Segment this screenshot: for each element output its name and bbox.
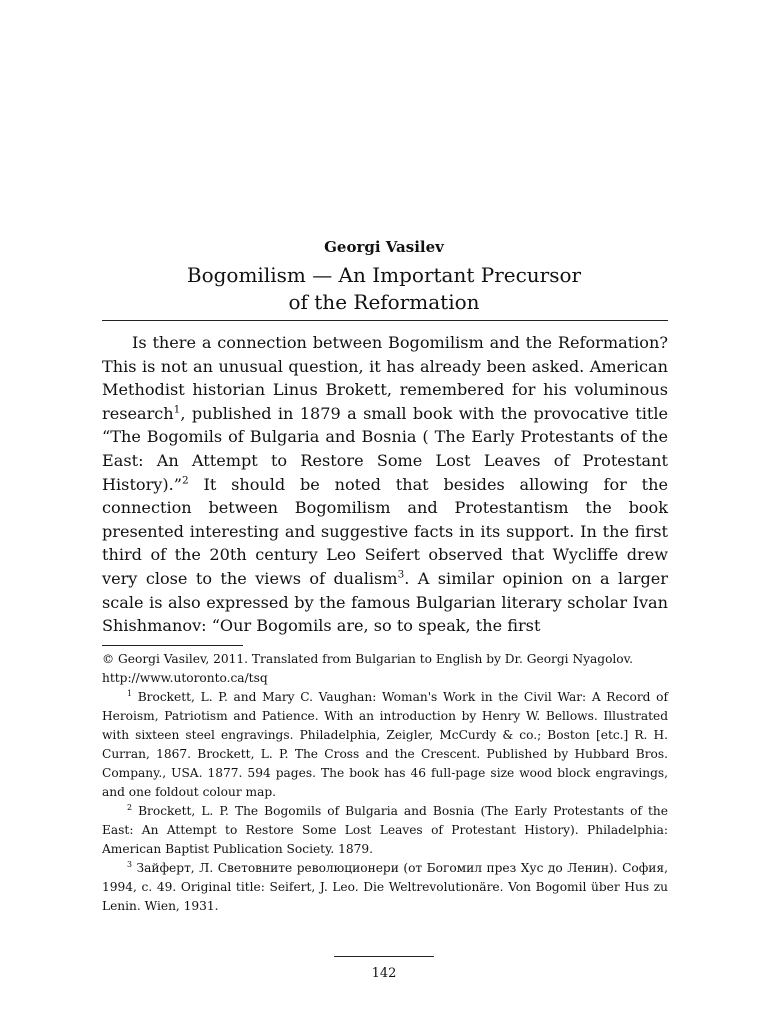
body-text-2: , published in 1879 a small book with the provocative title “The Bogomils of Bulgaria and Bosnia ( The Early Protestants of the East: An Attempt to Restore Some Lost Leaves of Protestant History).” xyxy=(102,403,668,494)
footnote-ref-3: 3 xyxy=(397,568,405,581)
footnote-1-mark: 1 xyxy=(127,688,133,698)
body-text-4: . A similar opinion on a larger scale is also expressed by the famous Bulgarian literary scholar Ivan Shishmanov: “Our Bogomils are, so to speak, the first xyxy=(102,568,668,636)
footnote-2-text: Brockett, L. P. The Bogomils of Bulgaria and Bosnia (The Early Protestants of the East: An Attempt to Restore Some Lost Leaves of Protestant History). Philadelphia: American Baptist Publication Society. 1879. xyxy=(102,804,668,856)
title-line-1: Bogomilism — An Important Precursor xyxy=(186,263,582,287)
title-line-2: of the Reformation xyxy=(288,290,480,314)
footnote-ref-1: 1 xyxy=(173,403,181,416)
copyright-note: © Georgi Vasilev, 2011. Translated from Bulgarian to English by Dr. Georgi Nyagolov. xyxy=(102,652,633,666)
footnote-2 xyxy=(102,802,668,859)
footnote-1-text: Brockett, L. P. and Mary C. Vaughan: Woman's Work in the Civil War: A Record of Heroism, Patriotism and Patience. With an introduction by Henry W. Bellows. Illustrated with sixteen steel engravings. Philadelphia, Zeigler, McCurdy & co.; Boston [etc.] R. H. Curran, 1867. Brockett, L. P. The Cross and the Crescent. Published by Hubbard Bros. Company., USA. 1877. 594 pages. The book has 46 full-page size wood block engravings, and one foldout colour map. xyxy=(102,690,668,799)
footnote-3 xyxy=(102,859,668,916)
footnote-divider xyxy=(102,645,243,646)
page-number: 142 xyxy=(371,966,397,981)
author-name: Georgi Vasilev xyxy=(324,238,444,256)
footnote-2-mark: 2 xyxy=(127,802,133,812)
body-text-1: Is there a connection between Bogomilism and the Reformation? This is not an unusual question, it has already been asked. American Methodist historian Linus Brokett, remembered for his voluminous research xyxy=(102,333,668,423)
footnote-3-mark: 3 xyxy=(127,859,133,869)
body-text-3: It should be noted that besides allowing for the connection between Bogomilism and Protestantism the book presented interesting and suggestive facts in its support. In the first third of the 20th century Leo Seifert observed that Wycliffe drew very close to the views of dualism xyxy=(102,474,668,588)
article-title xyxy=(0,262,768,316)
title-divider xyxy=(102,320,668,321)
page-number-divider xyxy=(334,956,434,957)
footnote-1 xyxy=(102,688,668,802)
source-url: http://www.utoronto.ca/tsq xyxy=(102,671,268,685)
body-paragraph xyxy=(102,331,668,638)
footnote-ref-2: 2 xyxy=(182,474,189,487)
footnote-3-text: Зайферт, Л. Световните революционери (от Богомил през Хус до Ленин). София, 1994, с. 49. Original title: Seifert, J. Leo. Die Weltrevolutionäre. Von Bogomil über Hus zu Lenin. Wien, 1931. xyxy=(102,861,668,913)
footnotes xyxy=(102,650,668,916)
